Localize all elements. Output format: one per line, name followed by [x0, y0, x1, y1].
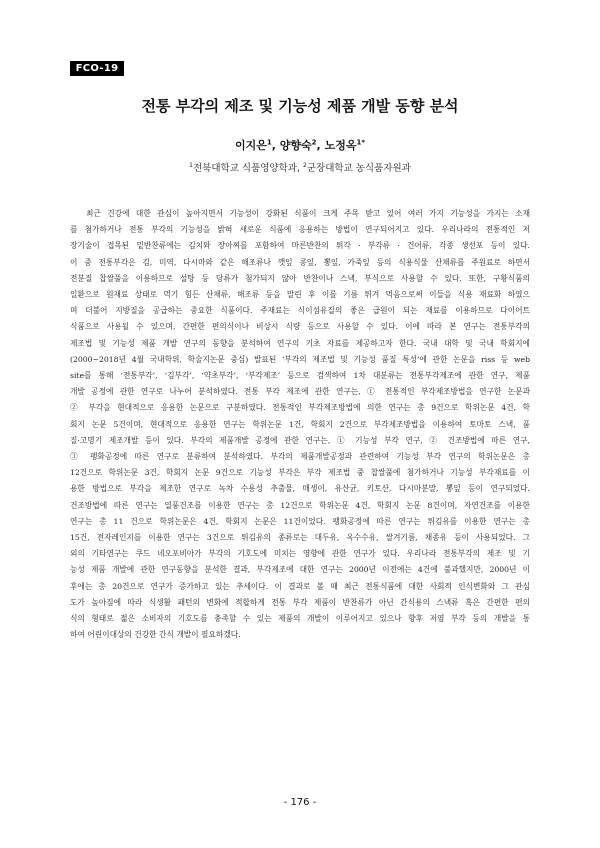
abstract-line: 개발 공정에 관한 연구로 나누어 분석하였다. 전통 부각 제조에 관한 연구는, ① 전통적인 부각제조방법을 연구한 논문과 [70, 387, 530, 397]
abstract-line: 제조법 및 기능성 제품 개발 연구의 동향을 분석하여 연구의 기초 자료를 제공하고자 한다. 국내 대학 및 국내 학회지에 [70, 338, 530, 348]
abstract-line: 능성 제품 개발에 관한 연구동향을 분석한 결과, 부각제조에 대한 연구는 2000년 이전에는 4건에 불과했지만, 2000년 이 [70, 565, 530, 575]
abstract-line: 며 더불어 지방질을 공급하는 중요한 식품이다. 주재료는 식이섬유질의 좋은 급원이 되는 재료를 이용하므로 다이어트 [70, 306, 530, 316]
abstract-line: 도가 높아짐에 따라 식생활 패턴의 변화에 적합하게 전통 부각 제품이 반찬류가 아닌 간식용의 스낵류 혹은 간편한 편의 [70, 597, 530, 607]
session-code-badge: FCO-19 [70, 61, 124, 76]
abstract-line: 질·고명기 제조개발 등이 있다. 부각의 제품개발 공정에 관한 연구는, ① 기능성 부각 연구, ② 건조방법에 따른 연구, [70, 435, 530, 445]
author-affiliation-mark: 2 [311, 138, 317, 147]
abstract-line: 연구는 총 11 건으로 학위논문은 4건, 학회지 논문은 11건이었다. 팽화공정에 따른 연구는 튀김유를 이용한 연구는 총 [70, 516, 530, 526]
author-separator: , [271, 139, 280, 152]
abstract-line: ② 부각을 현대적으로 응용한 논문으로 구분하였다. 전통적인 부각제조방법에 의한 연구는 총 9건으로 학위논문 4건, 학 [70, 403, 530, 413]
abstract-line: 장기술이 접목된 밑반찬류에는 김치와 장아찌를 포함하여 마른반찬의 튀각 · 부각류 · 건어류, 각종 생선포 등이 있다. [70, 241, 530, 251]
paper-title: 전통 부각의 제조 및 기능성 제품 개발 동향 분석 [141, 97, 459, 115]
abstract-line: 를 첨가하거나 전통 부각의 기능성을 밝혀 새로운 식품에 응용하는 방법이 연구되어지고 있다. 우리나라의 전통적인 저 [70, 225, 530, 235]
abstract-body [70, 206, 530, 643]
abstract-line: 외의 기타연구는 쿠드 네오포비아가 부각의 기호도에 미치는 영향에 관한 연구가 있다. 우리나라 전통부각의 제조 및 기 [70, 549, 530, 559]
affiliation-mark: 1 [189, 161, 193, 169]
abstract-line: 하여 어린이대상의 건강한 간식 개발이 필요하겠다. [70, 630, 241, 640]
abstract-line: 12건으로 학위논문 3건, 학회지 논문 9건으로 기능성 부각은 부각 제조법 중 찹쌀풀에 첨가하거나 기능성 부각재료를 이 [70, 468, 530, 478]
affiliation-list: $^1$전북대학교 식품영양학과, $^2$군장대학교 농식품자원과 [189, 161, 411, 174]
abstract-line: 최근 건강에 대한 관심이 높아지면서 기능성이 강화된 식품이 크게 주목 받고 있어 여러 가지 기능성을 가지는 소재 [86, 209, 530, 218]
author-affiliation-mark: 1 [266, 138, 272, 147]
abstract-line: 건조방법에 따른 연구는 열풍건조를 이용한 연구는 총 12건으로 학위논문 4건, 학회지 논문 8건이며, 자연건조를 이용한 [70, 500, 530, 510]
abstract-line: 식의 형태로 젊은 소비자의 기호도를 충족할 수 있는 제품의 개발이 이루어지고 있으나 향후 저염 부각 등의 개발을 통 [70, 614, 530, 624]
abstract-line: (2000~2018년 4월 국내학위, 학술지논문 중심) 발표된 ‘부각의 제조법 및 기능성 품질 특성’에 관한 논문을 riss 등 web [70, 354, 530, 364]
author-list [0, 137, 600, 153]
author-affiliation-mark: 1* [356, 138, 365, 147]
affiliation-name: 전북대학교 식품영양학과 [193, 163, 297, 174]
abstract-line: 회지 논문 5건이며, 현대적으로 응용한 연구는 학위논문 1건, 학회지 2건으로 부각제조방법을 이용하여 토마토 스낵, 품 [70, 419, 530, 429]
abstract-line: 후에는 총 20건으로 연구가 증가하고 있는 추세이다. 이 결과로 볼 때 최근 전통식품에 대한 사회적 인식변화와 그 관심 [70, 581, 530, 591]
abstract-line: 용한 방법으로 부각을 제조한 연구로 녹차 수용성 추출물, 매생이, 유산균, 키토산, 다시마분말, 뽕잎 등이 연구되었다. [70, 484, 530, 494]
abstract-line: 식품으로 사용될 수 있으며, 간편한 편의식이나 비상시 식량 등으로 사용할 수 있다. 이에 따라 본 연구는 전통부각의 [70, 322, 530, 332]
abstract-line: 전분질 찹쌀풀을 이용하므로 설탕 등 당류가 첨가되지 않아 반찬이나 스낵, 부식으로 사용할 수 있다. 또한, 구황식품의 [70, 273, 530, 283]
author-name: 노정옥 [324, 139, 357, 152]
page-number: - 176 - [283, 797, 317, 808]
abstract-line: 일환으로 원재료 상태로 먹기 힘든 산채류, 해조류 등을 말린 후 이를 기름 튀겨 먹음으로써 이들을 식용 재료화 하였으 [70, 290, 530, 300]
author-name: 양향숙 [279, 139, 312, 152]
affiliation-name: 군장대학교 농식품자원과 [306, 163, 411, 174]
author-separator: , [316, 139, 325, 152]
abstract-line: 이 중 전통부각은 김, 미역, 다시마와 같은 해조류나 깻잎 콩잎, 뽕잎, 가죽잎 등의 식용식물 산채류를 주원료로 하면서 [70, 257, 530, 267]
affiliation-mark: 2 [303, 161, 307, 169]
abstract-line: ③ 팽화공정에 따른 연구로 분류하여 분석하였다. 부각의 제품개발공정과 관련하여 기능성 부각 연구의 학위논문은 총 [70, 452, 530, 462]
abstract-line: site를 통해 ‘전통부각’, ‘김부각’, ‘약초부각’, ‘부각제조’ 등으로 검색하여 1차 대분류는 전통부각제조에 관한 연구, 제품 [70, 371, 530, 381]
abstract-line: 15건, 전자레인지를 이용한 연구는 3건으로 튀김유의 종류로는 대두유, 옥수수유, 쌀겨기름, 채종유 등이 사용되었다. 그 [70, 533, 530, 543]
author-name: 이지은 [235, 139, 267, 152]
